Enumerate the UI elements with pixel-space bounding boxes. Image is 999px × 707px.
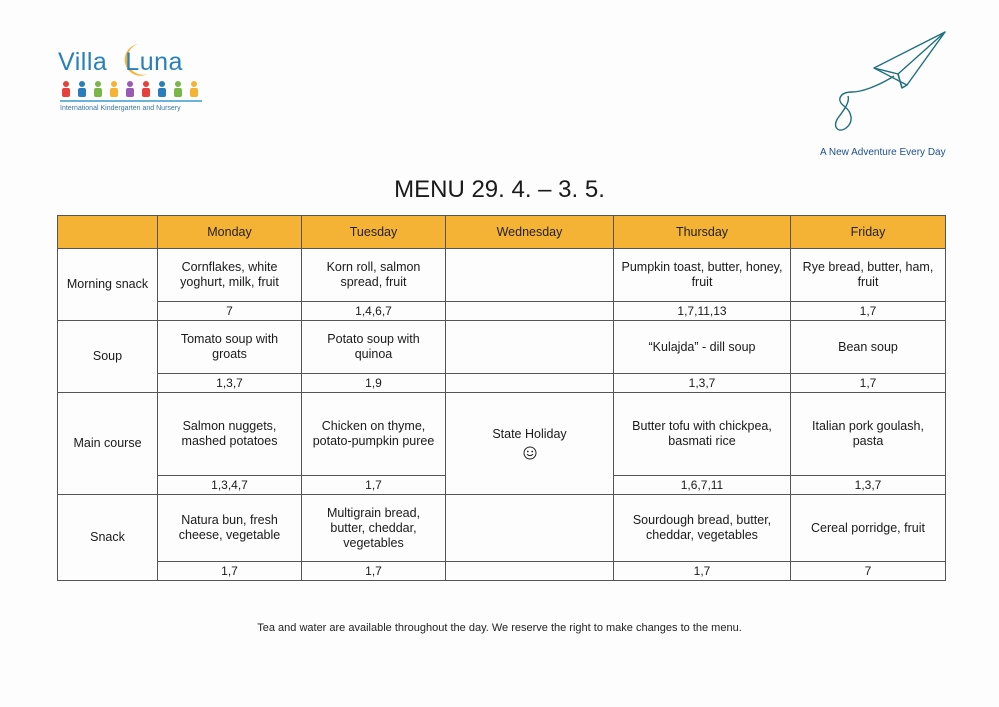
allergen-cell: 1,7 bbox=[158, 562, 302, 581]
tagline: A New Adventure Every Day bbox=[820, 147, 946, 158]
table-row bbox=[58, 249, 946, 302]
page-title: MENU 29. 4. – 3. 5. bbox=[394, 176, 605, 203]
course-label: Morning snack bbox=[58, 249, 158, 321]
dish-cell: Butter tofu with chickpea, basmati rice bbox=[614, 393, 791, 476]
brand-name bbox=[58, 48, 183, 76]
dish-cell: Potato soup with quinoa bbox=[302, 321, 446, 374]
dish-cell: Italian pork goulash, pasta bbox=[791, 393, 946, 476]
table-row bbox=[58, 321, 946, 374]
dish-cell: Bean soup bbox=[791, 321, 946, 374]
dish-cell bbox=[446, 321, 614, 374]
dish-cell bbox=[446, 495, 614, 562]
smiley-icon bbox=[523, 446, 537, 460]
allergen-cell bbox=[446, 302, 614, 321]
dish-cell: Natura bun, fresh cheese, vegetable bbox=[158, 495, 302, 562]
course-label: Snack bbox=[58, 495, 158, 581]
header-monday: Monday bbox=[158, 216, 302, 249]
header-thursday: Thursday bbox=[614, 216, 791, 249]
allergen-cell: 1,4,6,7 bbox=[302, 302, 446, 321]
table-header-row bbox=[58, 216, 946, 249]
dish-cell: Chicken on thyme, potato-pumpkin puree bbox=[302, 393, 446, 476]
table-row bbox=[58, 495, 946, 562]
header-corner bbox=[58, 216, 158, 249]
allergen-cell: 1,7,11,13 bbox=[614, 302, 791, 321]
table-row bbox=[58, 393, 946, 476]
allergen-cell: 1,7 bbox=[791, 302, 946, 321]
holiday-label: State Holiday bbox=[492, 427, 567, 441]
allergen-row bbox=[58, 562, 946, 581]
holiday-cell bbox=[446, 393, 614, 495]
allergen-cell: 1,7 bbox=[791, 374, 946, 393]
footer-note: Tea and water are available throughout the day. We reserve the right to make changes to the menu. bbox=[257, 622, 742, 634]
logo-divider bbox=[60, 100, 202, 102]
dish-cell: Sourdough bread, butter, cheddar, vegetables bbox=[614, 495, 791, 562]
allergen-cell bbox=[446, 562, 614, 581]
dish-cell: Multigrain bread, butter, cheddar, vegetables bbox=[302, 495, 446, 562]
dish-cell: Tomato soup with groats bbox=[158, 321, 302, 374]
course-label: Main course bbox=[58, 393, 158, 495]
allergen-cell: 7 bbox=[158, 302, 302, 321]
allergen-row bbox=[58, 374, 946, 393]
header-wednesday: Wednesday bbox=[446, 216, 614, 249]
allergen-cell: 1,3,4,7 bbox=[158, 476, 302, 495]
header-friday: Friday bbox=[791, 216, 946, 249]
dish-cell bbox=[446, 249, 614, 302]
dish-cell: “Kulajda” - dill soup bbox=[614, 321, 791, 374]
brand-left: Villa bbox=[58, 48, 108, 76]
logo-subtitle: International Kindergarten and Nursery bbox=[60, 105, 181, 112]
allergen-cell: 1,7 bbox=[302, 476, 446, 495]
villa-luna-logo bbox=[58, 40, 208, 120]
dish-cell: Salmon nuggets, mashed potatoes bbox=[158, 393, 302, 476]
allergen-cell: 1,7 bbox=[614, 562, 791, 581]
dish-cell: Cornflakes, white yoghurt, milk, fruit bbox=[158, 249, 302, 302]
dish-cell: Cereal porridge, fruit bbox=[791, 495, 946, 562]
dish-cell: Korn roll, salmon spread, fruit bbox=[302, 249, 446, 302]
allergen-row bbox=[58, 302, 946, 321]
allergen-cell: 1,9 bbox=[302, 374, 446, 393]
allergen-cell: 7 bbox=[791, 562, 946, 581]
allergen-cell: 1,6,7,11 bbox=[614, 476, 791, 495]
brand-right: Luna bbox=[125, 48, 183, 76]
header-tuesday: Tuesday bbox=[302, 216, 446, 249]
course-label: Soup bbox=[58, 321, 158, 393]
allergen-cell: 1,3,7 bbox=[158, 374, 302, 393]
dish-cell: Rye bread, butter, ham, fruit bbox=[791, 249, 946, 302]
allergen-cell: 1,3,7 bbox=[614, 374, 791, 393]
dish-cell: Pumpkin toast, butter, honey, fruit bbox=[614, 249, 791, 302]
menu-table bbox=[57, 215, 946, 581]
allergen-cell bbox=[446, 374, 614, 393]
allergen-cell: 1,7 bbox=[302, 562, 446, 581]
allergen-cell: 1,3,7 bbox=[791, 476, 946, 495]
paper-plane-icon bbox=[818, 30, 953, 140]
children-icon bbox=[60, 80, 202, 98]
